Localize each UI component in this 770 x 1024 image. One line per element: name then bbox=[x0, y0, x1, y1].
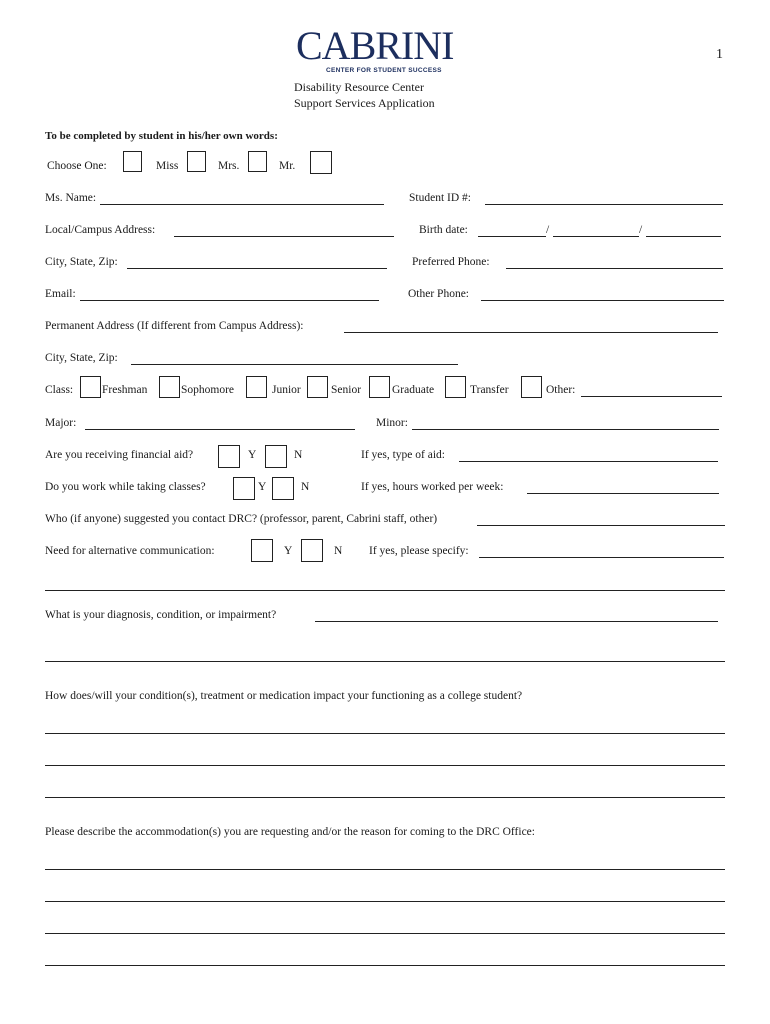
other-phone-field[interactable] bbox=[481, 300, 724, 301]
page-number: 1 bbox=[716, 47, 723, 62]
alt-comm-specify-label: If yes, please specify: bbox=[369, 545, 469, 557]
mr-checkbox[interactable] bbox=[248, 151, 267, 172]
junior-label: Junior bbox=[272, 384, 301, 396]
city-state-zip-label: City, State, Zip: bbox=[45, 256, 118, 268]
form-title-line2: Support Services Application bbox=[294, 96, 435, 110]
financial-aid-yes-label: Y bbox=[248, 449, 257, 461]
graduate-checkbox[interactable] bbox=[369, 376, 390, 398]
freshman-label: Freshman bbox=[102, 384, 148, 396]
work-yes-label: Y bbox=[258, 481, 267, 493]
other-class-field[interactable] bbox=[581, 396, 722, 397]
birth-year-field[interactable] bbox=[646, 236, 721, 237]
financial-aid-no-label: N bbox=[294, 449, 303, 461]
work-question: Do you work while taking classes? bbox=[45, 481, 206, 493]
senior-checkbox[interactable] bbox=[307, 376, 328, 398]
diagnosis-extra-line[interactable] bbox=[45, 661, 725, 662]
sophomore-label: Sophomore bbox=[181, 384, 235, 396]
work-no-checkbox[interactable] bbox=[272, 477, 294, 500]
birth-separator-1: / bbox=[546, 224, 550, 236]
referral-question: Who (if anyone) suggested you contact DRC? (professor, parent, Cabrini staff, other) bbox=[45, 513, 438, 525]
financial-aid-no-checkbox[interactable] bbox=[265, 445, 287, 468]
birth-date-label: Birth date: bbox=[419, 224, 468, 236]
impact-line-2[interactable] bbox=[45, 765, 725, 766]
accommodation-line-3[interactable] bbox=[45, 933, 725, 934]
city-state-zip-field-2[interactable] bbox=[131, 364, 458, 365]
miss-checkbox[interactable] bbox=[123, 151, 142, 172]
logo-subtitle: CENTER FOR STUDENT SUCCESS bbox=[326, 67, 442, 74]
impact-line-1[interactable] bbox=[45, 733, 725, 734]
transfer-label: Transfer bbox=[470, 384, 509, 396]
alt-comm-yes-checkbox[interactable] bbox=[251, 539, 273, 562]
aid-type-field[interactable] bbox=[459, 461, 718, 462]
permanent-address-label: Permanent Address (If different from Campus Address): bbox=[45, 320, 304, 332]
graduate-label: Graduate bbox=[392, 384, 435, 396]
work-no-label: N bbox=[301, 481, 310, 493]
major-field[interactable] bbox=[85, 429, 355, 430]
alt-comm-no-checkbox[interactable] bbox=[301, 539, 323, 562]
preferred-phone-label: Preferred Phone: bbox=[412, 256, 490, 268]
mrs-checkbox[interactable] bbox=[187, 151, 206, 172]
referral-field[interactable] bbox=[477, 525, 725, 526]
city-state-zip-label-2: City, State, Zip: bbox=[45, 352, 118, 364]
major-label: Major: bbox=[45, 417, 77, 429]
alt-comm-question: Need for alternative communication: bbox=[45, 545, 215, 557]
impact-line-3[interactable] bbox=[45, 797, 725, 798]
accommodation-line-4[interactable] bbox=[45, 965, 725, 966]
birth-month-field[interactable] bbox=[478, 236, 546, 237]
accommodation-line-2[interactable] bbox=[45, 901, 725, 902]
work-yes-checkbox[interactable] bbox=[233, 477, 255, 500]
local-address-label: Local/Campus Address: bbox=[45, 224, 156, 236]
email-label: Email: bbox=[45, 288, 76, 300]
hours-worked-label: If yes, hours worked per week: bbox=[361, 481, 504, 493]
form-title-line1: Disability Resource Center bbox=[294, 80, 424, 94]
financial-aid-yes-checkbox[interactable] bbox=[218, 445, 240, 468]
minor-label: Minor: bbox=[376, 417, 408, 429]
minor-field[interactable] bbox=[412, 429, 719, 430]
accommodation-line-1[interactable] bbox=[45, 869, 725, 870]
alt-comm-extra-line[interactable] bbox=[45, 590, 725, 591]
name-field[interactable] bbox=[100, 204, 384, 205]
other-class-checkbox[interactable] bbox=[521, 376, 542, 398]
financial-aid-question: Are you receiving financial aid? bbox=[45, 449, 194, 461]
sophomore-checkbox[interactable] bbox=[159, 376, 180, 398]
freshman-checkbox[interactable] bbox=[80, 376, 101, 398]
aid-type-label: If yes, type of aid: bbox=[361, 449, 445, 461]
mr-label: Mr. bbox=[279, 160, 296, 172]
local-address-field[interactable] bbox=[174, 236, 394, 237]
logo-wordmark: CABRINI bbox=[296, 23, 454, 68]
accommodation-question: Please describe the accommodation(s) you are requesting and/or the reason for coming to the DRC Office: bbox=[45, 826, 535, 838]
hours-worked-field[interactable] bbox=[527, 493, 719, 494]
senior-label: Senior bbox=[331, 384, 362, 396]
transfer-checkbox[interactable] bbox=[445, 376, 466, 398]
extra-checkbox[interactable] bbox=[310, 151, 332, 174]
student-id-field[interactable] bbox=[485, 204, 723, 205]
instructions-text: To be completed by student in his/her own words: bbox=[45, 130, 278, 142]
name-label: Ms. Name: bbox=[45, 192, 97, 204]
cabrini-logo bbox=[296, 23, 454, 68]
birth-day-field[interactable] bbox=[553, 236, 639, 237]
email-field[interactable] bbox=[80, 300, 379, 301]
junior-checkbox[interactable] bbox=[246, 376, 267, 398]
diagnosis-question: What is your diagnosis, condition, or impairment? bbox=[45, 609, 277, 621]
mrs-label: Mrs. bbox=[218, 160, 240, 172]
class-label: Class: bbox=[45, 384, 74, 396]
impact-question: How does/will your condition(s), treatment or medication impact your functioning as a college student? bbox=[45, 690, 523, 702]
alt-comm-specify-field[interactable] bbox=[479, 557, 724, 558]
student-id-label: Student ID #: bbox=[409, 192, 471, 204]
alt-comm-yes-label: Y bbox=[284, 545, 293, 557]
choose-one-label: Choose One: bbox=[47, 160, 107, 172]
alt-comm-no-label: N bbox=[334, 545, 343, 557]
preferred-phone-field[interactable] bbox=[506, 268, 723, 269]
other-phone-label: Other Phone: bbox=[408, 288, 470, 300]
other-class-label: Other: bbox=[546, 384, 576, 396]
diagnosis-field[interactable] bbox=[315, 621, 718, 622]
permanent-address-field[interactable] bbox=[344, 332, 718, 333]
miss-label: Miss bbox=[156, 160, 179, 172]
birth-separator-2: / bbox=[639, 224, 643, 236]
city-state-zip-field[interactable] bbox=[127, 268, 387, 269]
